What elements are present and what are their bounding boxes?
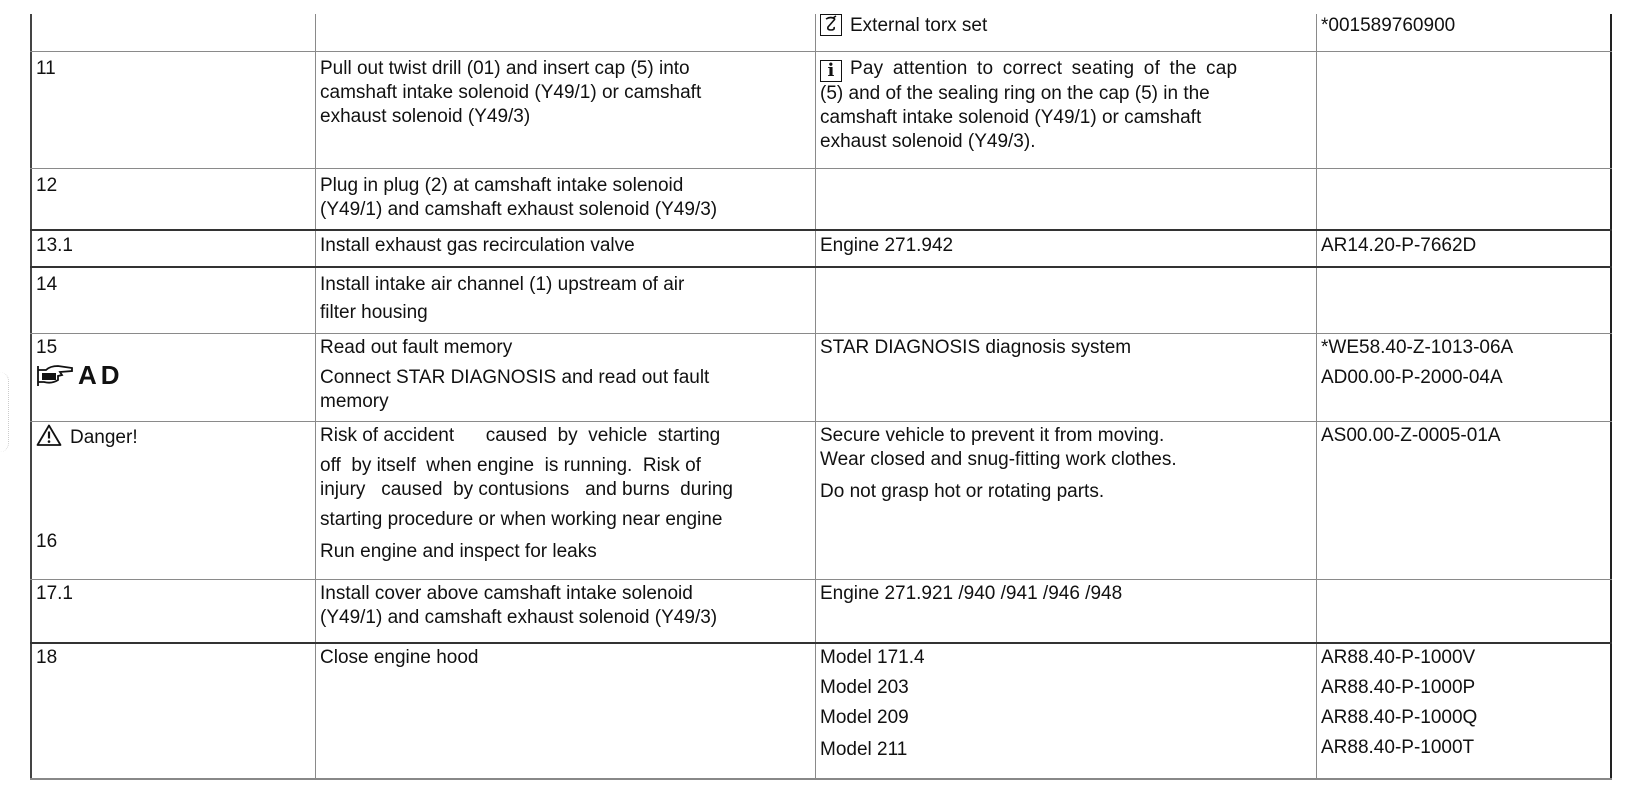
task-text: Read out fault memory (320, 337, 513, 358)
step-cell (30, 580, 315, 642)
step-number: 16 (36, 531, 58, 552)
step-cell (30, 14, 315, 51)
task-cell (315, 580, 815, 642)
reference-cell (1316, 334, 1612, 421)
step-number: 18 (36, 647, 58, 668)
info-icon: i (820, 60, 842, 82)
notes-cell (815, 334, 1316, 421)
table-row (30, 14, 1612, 52)
step-cell (30, 644, 315, 778)
danger-label: Danger! (70, 427, 138, 448)
reference-link[interactable]: AS00.00-Z-0005-01A (1321, 425, 1501, 446)
task-cell (315, 52, 815, 168)
task-cell (315, 422, 815, 579)
step-cell (30, 231, 315, 266)
table-row (30, 52, 1612, 169)
task-text: Connect STAR DIAGNOSIS and read out fault (320, 367, 710, 388)
warning-text: off by itself when engine is running. Risk of (320, 455, 701, 476)
scan-artifact (0, 372, 9, 452)
model-text: Model 209 (820, 707, 909, 728)
reference-link[interactable]: AR14.20-P-7662D (1321, 235, 1477, 256)
warning-text: Risk of accident caused by vehicle starting (320, 425, 721, 446)
warning-triangle-icon (36, 424, 62, 453)
reference-cell (1316, 169, 1612, 229)
notes-cell (815, 422, 1316, 579)
model-text: Model 203 (820, 677, 909, 698)
reference-link[interactable]: AR88.40-P-1000Q (1321, 707, 1478, 728)
note-text: Wear closed and snug-fitting work clothes. (820, 449, 1177, 470)
reference-link[interactable]: AR88.40-P-1000P (1321, 677, 1476, 698)
step-number: 15 (36, 337, 58, 358)
step-number: 13.1 (36, 235, 73, 256)
task-text: filter housing (320, 302, 428, 323)
note-text: camshaft intake solenoid (Y49/1) or camshaft (820, 107, 1202, 128)
note-text: Pay attention to correct seating of the cap (850, 58, 1238, 79)
task-text: Run engine and inspect for leaks (320, 541, 597, 562)
reference-cell (1316, 231, 1612, 266)
reference-link[interactable]: *001589760900 (1321, 15, 1456, 36)
task-text: (Y49/1) and camshaft exhaust solenoid (Y49/3) (320, 199, 718, 220)
reference-link[interactable]: AR88.40-P-1000V (1321, 647, 1476, 668)
reference-cell (1316, 422, 1612, 579)
model-text: Model 211 (820, 739, 908, 760)
note-text: External torx set (850, 15, 988, 36)
task-cell (315, 334, 815, 421)
step-cell (30, 52, 315, 168)
reference-cell (1316, 14, 1612, 51)
notes-cell (815, 169, 1316, 229)
notes-cell (815, 268, 1316, 333)
step-number: 14 (36, 274, 58, 295)
table-row (30, 580, 1612, 644)
task-text: Install exhaust gas recirculation valve (320, 235, 635, 256)
model-text: Model 171.4 (820, 647, 925, 668)
special-tool-icon (820, 14, 842, 36)
warning-text: starting procedure or when working near engine (320, 509, 723, 530)
table-row (30, 268, 1612, 334)
step-cell (30, 334, 315, 421)
pointing-hand-icon (36, 362, 74, 395)
note-text: Secure vehicle to prevent it from moving. (820, 425, 1165, 446)
warning-text: injury caused by contusions and burns during (320, 479, 733, 500)
notes-cell (815, 52, 1316, 168)
step-number: 12 (36, 175, 58, 196)
task-cell (315, 644, 815, 778)
table-row (30, 231, 1612, 268)
notes-cell (815, 580, 1316, 642)
reference-link[interactable]: AD00.00-P-2000-04A (1321, 367, 1503, 388)
table-row (30, 334, 1612, 422)
step-number: 17.1 (36, 583, 73, 604)
reference-link[interactable]: AR88.40-P-1000T (1321, 737, 1475, 758)
task-text: Install intake air channel (1) upstream of air (320, 274, 685, 295)
table-row (30, 422, 1612, 580)
task-text: Install cover above camshaft intake solenoid (320, 583, 693, 604)
task-cell (315, 268, 815, 333)
notes-cell (815, 231, 1316, 266)
note-text: Engine 271.942 (820, 235, 954, 256)
step-number: 11 (36, 58, 56, 79)
task-cell (315, 169, 815, 229)
task-text: camshaft intake solenoid (Y49/1) or camshaft (320, 82, 702, 103)
table-row (30, 644, 1612, 780)
task-text: (Y49/1) and camshaft exhaust solenoid (Y49/3) (320, 607, 718, 628)
step-cell (30, 169, 315, 229)
note-text: Do not grasp hot or rotating parts. (820, 481, 1105, 502)
table-row (30, 169, 1612, 231)
notes-cell (815, 644, 1316, 778)
task-text: exhaust solenoid (Y49/3) (320, 106, 531, 127)
note-text: exhaust solenoid (Y49/3). (820, 131, 1036, 152)
reference-cell (1316, 580, 1612, 642)
task-cell (315, 231, 815, 266)
reference-cell (1316, 644, 1612, 778)
note-text: Engine 271.921 /940 /941 /946 /948 (820, 583, 1123, 604)
reference-cell (1316, 268, 1612, 333)
task-text: Close engine hood (320, 647, 479, 668)
note-text: (5) and of the sealing ring on the cap (5) in the (820, 83, 1210, 104)
task-text: Plug in plug (2) at camshaft intake solenoid (320, 175, 684, 196)
note-text: STAR DIAGNOSIS diagnosis system (820, 337, 1132, 358)
reference-cell (1316, 52, 1612, 168)
task-cell (315, 14, 815, 51)
step-cell (30, 422, 315, 579)
reference-link[interactable]: *WE58.40-Z-1013-06A (1321, 337, 1514, 358)
ad-badge: AD (78, 360, 124, 390)
task-text: Pull out twist drill (01) and insert cap (5) into (320, 58, 690, 79)
notes-cell (815, 14, 1316, 51)
step-cell (30, 268, 315, 333)
task-text: memory (320, 391, 389, 412)
